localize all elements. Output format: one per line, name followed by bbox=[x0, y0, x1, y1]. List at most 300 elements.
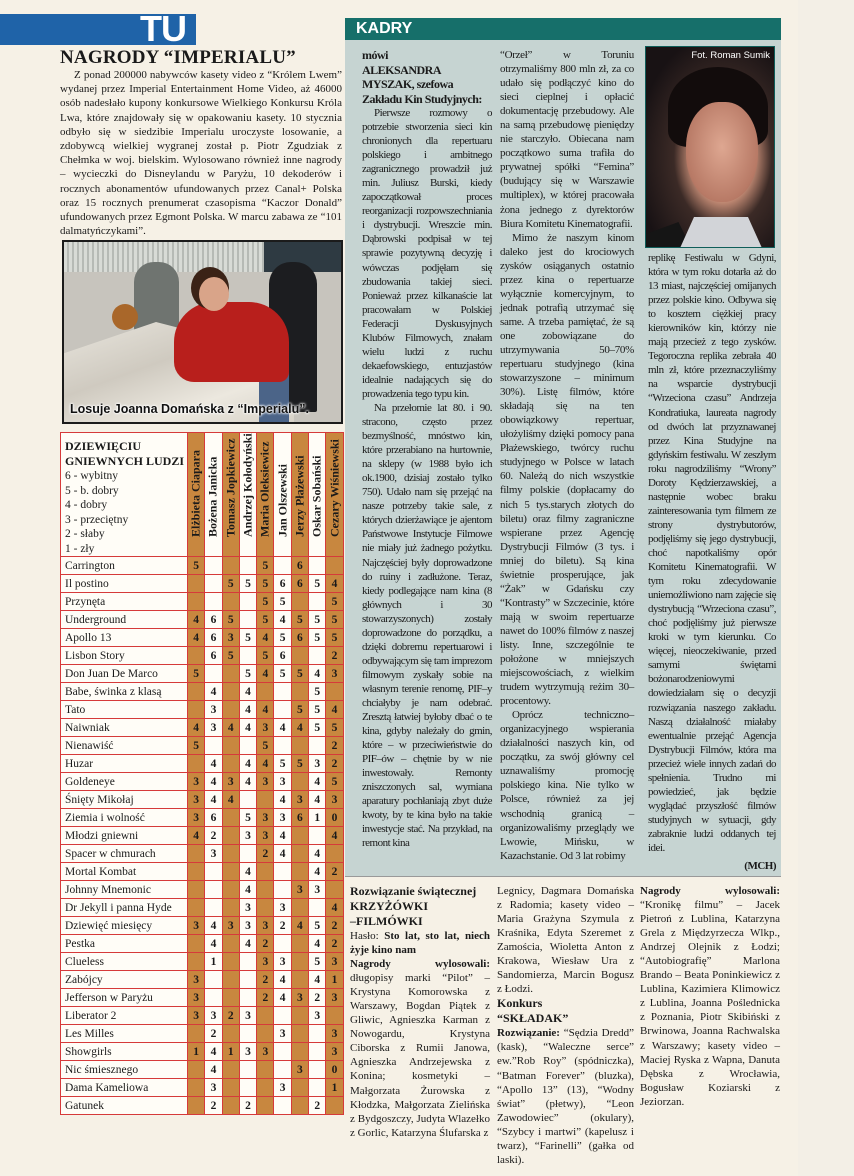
score-cell: 3 bbox=[239, 917, 256, 935]
contest-heading: “SKŁADAK” bbox=[497, 1011, 569, 1026]
film-title: Naiwniak bbox=[61, 719, 188, 737]
score-cell: 6 bbox=[291, 557, 308, 575]
intro-line: MYSZAK, szefowa bbox=[362, 77, 454, 91]
score-cell bbox=[222, 557, 239, 575]
score-cell bbox=[274, 863, 291, 881]
article-body: Z ponad 200000 nabywców kasety video z “Królem Lwem” wydanej przez Imperial Entertainment Home Video, aż 46000 osób nadesłało kupony konkursowe Wielkiego Konkursu Króla Lwa, które znajdowały się w opakowaniu kasety. 10 stycznia odbyło się w siedzibie Imperialu uroczyste losowanie, a zdobywcą wielkiej wygranej został p. Piotr Zgudziak z Chełmka w woj. bielskim. Wylosowano również inne nagrody – wycieczki do Disneylandu w Paryżu, 10 dekoderów i rocznych abonamentów ufundowanych przez Canal+ Polska oraz 15 rocznych prenumerat czasopisma “Kaczor Donald” ufundowanych przez Egmont Polska. W marcu zabawa ze “101 dalmatyńczykami”. bbox=[60, 69, 342, 238]
score-cell: 4 bbox=[205, 791, 222, 809]
score-cell: 5 bbox=[257, 647, 274, 665]
score-cell: 1 bbox=[205, 953, 222, 971]
score-cell: 5 bbox=[239, 575, 256, 593]
score-cell: 2 bbox=[205, 1097, 222, 1115]
score-cell bbox=[291, 971, 308, 989]
score-cell: 1 bbox=[309, 809, 326, 827]
score-cell bbox=[222, 737, 239, 755]
score-cell bbox=[222, 953, 239, 971]
table-row bbox=[61, 611, 344, 629]
table-row bbox=[61, 953, 344, 971]
scale-item: 3 - przeciętny bbox=[65, 513, 129, 526]
film-title: Dama Kameliowa bbox=[61, 1079, 188, 1097]
score-cell bbox=[205, 989, 222, 1007]
score-cell: 2 bbox=[309, 989, 326, 1007]
score-cell bbox=[309, 1043, 326, 1061]
intro-line: ALEKSANDRA bbox=[362, 62, 442, 77]
score-cell bbox=[222, 989, 239, 1007]
score-cell bbox=[222, 971, 239, 989]
film-title: Huzar bbox=[61, 755, 188, 773]
score-cell: 3 bbox=[291, 881, 308, 899]
score-cell bbox=[274, 1007, 291, 1025]
score-cell bbox=[257, 863, 274, 881]
score-cell: 5 bbox=[291, 665, 308, 683]
score-cell: 5 bbox=[188, 557, 205, 575]
paragraph: replikę Festiwalu w Gdyni, która w tym roku dotarła aż do 13 miast, najczęściej omijanych przez polskie kino. Odbywa się to kosztem ciężkiej pracy kierowników kin, którzy nie mają przecież z tego zysków. Tegoroczna replika zebrała 40 mln zł, które przeznaczyliśmy na wsparcie dystrybucji “Wrzeciona czasu” Andrzeja Kondratiuka, laureata nagrody od dwóch lat przyznawanej przez Kina Studyjne na gdyńskim festiwalu. W zeszłym roku nagrodziliśmy “Wrony” Doroty Kędzierzawskiej, a następnie wobec braku zainteresowania tym filmem ze strony dystrybutorów, podjęliśmy się jego dystrybucji, choć napotkaliśmy opór Komitetu Kinematografii. W tym roku zdecydowanie uniemożliwiono nam zajęcie się dystrybucją “Wrzeciona czasu”, choć podjęliśmy już pierwsze kroki w tym kierunku. Co więcej, nieoczekiwanie, przed samymi świętami bożonarodzeniowymi dowiedziałam się o decyzji rozwiązania naszego zakładu. Naszą działalność miałaby ewentualnie przejąć Agencja Dystrybucji Filmów, która ma przecież wiele innych zadań do spełnienia. Trudno mi powiedzieć, jak będzie wyglądać przyszłość filmów studyjnych w sytuacji, gdy zabraknie ludzi oddanych tej idei. bbox=[648, 252, 776, 854]
score-cell bbox=[222, 755, 239, 773]
score-cell: 4 bbox=[239, 719, 256, 737]
table-row bbox=[61, 575, 344, 593]
table-header-row bbox=[61, 433, 344, 557]
score-cell: 3 bbox=[326, 791, 343, 809]
score-cell: 1 bbox=[326, 971, 343, 989]
score-cell: 5 bbox=[222, 611, 239, 629]
score-cell: 4 bbox=[188, 719, 205, 737]
score-cell: 0 bbox=[326, 809, 343, 827]
score-cell bbox=[291, 899, 308, 917]
score-cell: 3 bbox=[274, 953, 291, 971]
scale-item: 6 - wybitny bbox=[65, 470, 119, 482]
score-cell: 3 bbox=[222, 917, 239, 935]
score-cell: 3 bbox=[257, 809, 274, 827]
score-cell: 4 bbox=[274, 971, 291, 989]
film-title: Zabójcy bbox=[61, 971, 188, 989]
score-cell bbox=[222, 863, 239, 881]
table-row bbox=[61, 845, 344, 863]
film-title: Przynęta bbox=[61, 593, 188, 611]
score-cell: 5 bbox=[188, 737, 205, 755]
score-cell: 4 bbox=[257, 665, 274, 683]
score-cell bbox=[291, 953, 308, 971]
score-cell: 3 bbox=[257, 719, 274, 737]
score-cell: 4 bbox=[309, 863, 326, 881]
score-cell: 5 bbox=[274, 629, 291, 647]
score-cell bbox=[205, 665, 222, 683]
score-cell: 3 bbox=[222, 773, 239, 791]
score-cell bbox=[291, 827, 308, 845]
score-cell: 2 bbox=[309, 1097, 326, 1115]
score-cell: 2 bbox=[326, 917, 343, 935]
table-row bbox=[61, 1043, 344, 1061]
table-row bbox=[61, 683, 344, 701]
critic-name: Andrzej Kołodyński bbox=[240, 433, 255, 537]
score-cell bbox=[257, 899, 274, 917]
score-cell: 4 bbox=[239, 683, 256, 701]
critic-name: Jerzy Płażewski bbox=[292, 455, 307, 537]
score-cell bbox=[222, 683, 239, 701]
critic-name: Cezary Wiśniewski bbox=[327, 439, 342, 537]
score-cell bbox=[222, 701, 239, 719]
score-cell: 6 bbox=[291, 809, 308, 827]
crossword-winners bbox=[350, 957, 490, 1140]
table-row bbox=[61, 647, 344, 665]
film-title: Goldeneye bbox=[61, 773, 188, 791]
table-row bbox=[61, 1079, 344, 1097]
score-cell bbox=[205, 971, 222, 989]
score-cell bbox=[239, 557, 256, 575]
score-cell bbox=[274, 683, 291, 701]
film-title: Gatunek bbox=[61, 1097, 188, 1115]
score-cell bbox=[309, 1079, 326, 1097]
score-cell: 4 bbox=[326, 899, 343, 917]
divider bbox=[345, 876, 781, 877]
critic-header bbox=[239, 433, 256, 557]
film-title: Pestka bbox=[61, 935, 188, 953]
score-cell: 5 bbox=[257, 557, 274, 575]
table-row bbox=[61, 773, 344, 791]
score-cell: 5 bbox=[309, 611, 326, 629]
film-title: Babe, świnka z klasą bbox=[61, 683, 188, 701]
score-cell bbox=[291, 683, 308, 701]
table-row bbox=[61, 809, 344, 827]
film-title: Apollo 13 bbox=[61, 629, 188, 647]
score-cell bbox=[222, 1025, 239, 1043]
score-cell: 4 bbox=[239, 755, 256, 773]
score-cell: 3 bbox=[326, 953, 343, 971]
table-row bbox=[61, 629, 344, 647]
score-cell: 4 bbox=[188, 611, 205, 629]
score-cell: 3 bbox=[274, 1025, 291, 1043]
winners-text-cont: Legnicy, Dagmara Domańska z Radomia; kasety video – Maria Grażyna Szymula z Kraśnika, Edyta Szeremet z Zamościa, Wioletta Anton z Krakowa, Wiesław Ura z Sandomierza, Marcin Bogusz z Łodzi. bbox=[497, 885, 634, 996]
score-cell bbox=[222, 593, 239, 611]
score-cell: 4 bbox=[205, 773, 222, 791]
score-cell: 3 bbox=[188, 917, 205, 935]
score-cell: 4 bbox=[326, 575, 343, 593]
film-title: Clueless bbox=[61, 953, 188, 971]
film-title: Nienawiść bbox=[61, 737, 188, 755]
contest-solution bbox=[497, 1026, 634, 1166]
score-cell bbox=[309, 647, 326, 665]
paragraph: Pierwsze rozmowy o potrzebie stworzenia sieci kin chronionych dla repertuaru polskiego i ambitnego zagranicznego prowadził już min. Juliusz Burski, kiedy zapoczątkował proces reorganizacji rozpowszechniania i dystrybucji. Wreszcie min. Dąbrowski podpisał w tej sprawie pozytywną decyzję i wówczas podjęłam się zbudowania takiej sieci. Ponieważ przez kilkanaście lat pracowałam w Polskiej Federacji Dyskusyjnych Klubów Filmowych, znałam wielu ludzi z ruchu dekaefowskiego, entuzjastów idealnie nadających się do prowadzenia tego typu kin. bbox=[362, 107, 492, 400]
score-cell: 3 bbox=[326, 1025, 343, 1043]
score-cell bbox=[222, 935, 239, 953]
score-cell: 6 bbox=[291, 629, 308, 647]
score-cell: 6 bbox=[205, 611, 222, 629]
score-cell: 4 bbox=[239, 935, 256, 953]
film-title: Nic śmiesznego bbox=[61, 1061, 188, 1079]
score-cell: 3 bbox=[291, 791, 308, 809]
score-cell bbox=[274, 1061, 291, 1079]
critic-header bbox=[309, 433, 326, 557]
score-cell bbox=[326, 1097, 343, 1115]
score-cell: 5 bbox=[326, 629, 343, 647]
scale-item: 4 - dobry bbox=[65, 499, 108, 511]
score-cell: 3 bbox=[205, 845, 222, 863]
score-cell bbox=[239, 989, 256, 1007]
table-row bbox=[61, 1007, 344, 1025]
intro-line: mówi bbox=[362, 48, 388, 62]
score-cell: 3 bbox=[274, 773, 291, 791]
score-cell bbox=[257, 1061, 274, 1079]
score-cell bbox=[222, 1061, 239, 1079]
score-cell bbox=[222, 1079, 239, 1097]
score-cell bbox=[188, 899, 205, 917]
score-cell: 6 bbox=[291, 575, 308, 593]
score-cell bbox=[326, 557, 343, 575]
film-title: Tato bbox=[61, 701, 188, 719]
score-cell: 3 bbox=[188, 989, 205, 1007]
winners-label: Nagrody wylosowali: bbox=[350, 958, 490, 971]
crossword-heading: KRZYŻÓWKI bbox=[350, 899, 429, 913]
film-title: Jefferson w Paryżu bbox=[61, 989, 188, 1007]
score-cell: 5 bbox=[222, 575, 239, 593]
paragraph: Na przełomie lat 80. i 90. stracono, często przez bezmyślność, mnóstwo kin, które przerabiano na hurtownie, na sklepy (w 1988 było ich ok.1900, dzisiaj zostało tylko 750). Udało nam się przejąć na nasze potrzeby takie sale, z których dzierżawiące je ajentom Państwowe Instytucje Filmowe nie miały już żadnego pożytku. Najczęściej były doprowadzone do ruiny i zadłużone. Teraz, kiedy podlegające nam kina (8 głównych i 30 stowarzyszonych) zostały doprowadzone do porządku, a dzięki dobremu repertuarowi i odbywającym się tam imprezom filmowym zyskały sobie na własnym terenie renomę, PIF–y chciałyby je nam odebrać. Zresztą łatwiej byłoby dbać o te kina, gdyby należały do gmin, które – w przeciwieństwie do PIF–ów – chętnie by w nie inwestowały. Remonty zniszczonych sal, wymiana aparatury pochłaniają zbyt duże kwoty, by te kina było na takie inwestycje stać. Na przykład, na remont kina bbox=[362, 401, 492, 850]
score-cell: 4 bbox=[239, 701, 256, 719]
score-cell bbox=[188, 935, 205, 953]
table-title: DZIEWIĘCIU GNIEWNYCH LUDZI bbox=[65, 439, 185, 468]
table-row bbox=[61, 881, 344, 899]
film-title: Liberator 2 bbox=[61, 1007, 188, 1025]
score-cell bbox=[257, 791, 274, 809]
score-cell: 6 bbox=[205, 809, 222, 827]
crossword-results bbox=[350, 884, 490, 1140]
score-cell bbox=[309, 1061, 326, 1079]
score-cell: 4 bbox=[326, 827, 343, 845]
score-cell bbox=[239, 593, 256, 611]
critic-header bbox=[188, 433, 205, 557]
score-cell: 3 bbox=[257, 953, 274, 971]
table-row bbox=[61, 791, 344, 809]
score-cell: 3 bbox=[239, 1007, 256, 1025]
score-cell: 4 bbox=[205, 935, 222, 953]
score-cell bbox=[291, 1079, 308, 1097]
score-cell: 1 bbox=[188, 1043, 205, 1061]
score-cell: 5 bbox=[326, 719, 343, 737]
score-cell: 3 bbox=[257, 1043, 274, 1061]
table-row bbox=[61, 935, 344, 953]
score-cell bbox=[309, 737, 326, 755]
score-cell: 5 bbox=[309, 953, 326, 971]
score-cell: 4 bbox=[309, 791, 326, 809]
score-cell bbox=[326, 845, 343, 863]
paragraph: Oprócz techniczno–organizacyjnego wspierania działalności naszych kin, od początku, za swój główny cel uznawaliśmy promocję polskiego kina. Nie tylko w Polsce, również za jej wschodnią granicą – organizowaliśmy przeglądy we Lwowie, Mińsku, w Kazachstanie. Od 3 lat robimy bbox=[500, 709, 634, 862]
score-cell: 4 bbox=[239, 773, 256, 791]
film-title: Underground bbox=[61, 611, 188, 629]
photo-caption: Losuje Joanna Domańska z “Imperialu”. bbox=[70, 402, 309, 416]
portrait-photo bbox=[645, 46, 775, 248]
critic-header bbox=[291, 433, 308, 557]
score-cell: 4 bbox=[205, 917, 222, 935]
score-cell: 4 bbox=[274, 719, 291, 737]
film-title: Johnny Mnemonic bbox=[61, 881, 188, 899]
score-cell: 5 bbox=[291, 755, 308, 773]
score-cell bbox=[188, 593, 205, 611]
score-cell bbox=[222, 1097, 239, 1115]
intro-line: Zakładu Kin Studyjnych: bbox=[362, 91, 482, 106]
score-cell: 5 bbox=[239, 809, 256, 827]
film-title: Carrington bbox=[61, 557, 188, 575]
score-cell: 5 bbox=[309, 719, 326, 737]
score-cell: 3 bbox=[188, 809, 205, 827]
author-signature: (MCH) bbox=[744, 860, 776, 873]
table-row bbox=[61, 1097, 344, 1115]
score-cell: 4 bbox=[239, 863, 256, 881]
score-cell bbox=[291, 1097, 308, 1115]
score-cell: 3 bbox=[239, 899, 256, 917]
score-cell: 4 bbox=[205, 1043, 222, 1061]
table-row bbox=[61, 899, 344, 917]
score-cell: 5 bbox=[239, 665, 256, 683]
section-header-tu bbox=[0, 8, 196, 49]
score-cell: 4 bbox=[188, 827, 205, 845]
score-cell: 3 bbox=[326, 1043, 343, 1061]
score-cell: 5 bbox=[257, 611, 274, 629]
score-cell bbox=[274, 881, 291, 899]
critic-header bbox=[205, 433, 222, 557]
film-title: Don Juan De Marco bbox=[61, 665, 188, 683]
score-cell: 3 bbox=[309, 755, 326, 773]
ratings-table bbox=[60, 432, 344, 1115]
contest-heading: Konkurs bbox=[497, 996, 543, 1011]
score-cell bbox=[239, 953, 256, 971]
score-cell: 2 bbox=[205, 827, 222, 845]
crossword-password bbox=[350, 929, 490, 957]
score-cell: 4 bbox=[309, 773, 326, 791]
film-title: Les Milles bbox=[61, 1025, 188, 1043]
score-cell: 4 bbox=[205, 755, 222, 773]
score-cell: 3 bbox=[326, 989, 343, 1007]
score-cell: 4 bbox=[309, 971, 326, 989]
score-cell: 5 bbox=[326, 773, 343, 791]
score-cell bbox=[291, 647, 308, 665]
interview-column-3 bbox=[648, 251, 776, 873]
score-cell bbox=[205, 881, 222, 899]
score-cell bbox=[239, 791, 256, 809]
table-row bbox=[61, 1025, 344, 1043]
score-cell: 5 bbox=[309, 629, 326, 647]
lottery-photo bbox=[62, 240, 343, 424]
film-title: Mortal Kombat bbox=[61, 863, 188, 881]
film-title: Spacer w chmurach bbox=[61, 845, 188, 863]
score-cell bbox=[239, 647, 256, 665]
score-cell: 4 bbox=[222, 791, 239, 809]
table-row bbox=[61, 701, 344, 719]
score-cell bbox=[239, 971, 256, 989]
solution-label: Rozwiązanie: bbox=[497, 1027, 560, 1040]
score-cell bbox=[257, 1025, 274, 1043]
score-cell bbox=[291, 1007, 308, 1025]
score-cell: 3 bbox=[222, 629, 239, 647]
scale-item: 1 - zły bbox=[65, 542, 95, 555]
score-cell: 5 bbox=[274, 755, 291, 773]
score-cell bbox=[188, 647, 205, 665]
score-cell: 5 bbox=[291, 701, 308, 719]
table-row bbox=[61, 665, 344, 683]
section-label: KADRY bbox=[356, 20, 413, 37]
score-cell: 3 bbox=[257, 773, 274, 791]
score-cell: 6 bbox=[205, 629, 222, 647]
critic-name: Jan Olszewski bbox=[275, 463, 290, 537]
score-cell: 3 bbox=[257, 917, 274, 935]
film-title: Il postino bbox=[61, 575, 188, 593]
score-cell: 5 bbox=[309, 917, 326, 935]
score-cell: 2 bbox=[257, 935, 274, 953]
score-cell: 3 bbox=[188, 773, 205, 791]
score-cell: 2 bbox=[239, 1097, 256, 1115]
score-cell: 3 bbox=[326, 665, 343, 683]
score-cell: 2 bbox=[274, 917, 291, 935]
score-cell bbox=[274, 701, 291, 719]
score-cell bbox=[239, 611, 256, 629]
score-cell bbox=[257, 1097, 274, 1115]
score-cell bbox=[188, 953, 205, 971]
score-cell: 2 bbox=[205, 1025, 222, 1043]
score-cell bbox=[188, 1025, 205, 1043]
score-cell bbox=[222, 881, 239, 899]
score-cell: 5 bbox=[274, 593, 291, 611]
score-cell: 4 bbox=[257, 755, 274, 773]
winners-text: długopisy marki “Pilot” – Krystyna Komorowska z Warszawy, Bogdan Piątek z Gliwic, Agnieszka Karman z Nowogardu, Krystyna Ciborska z Rumii Janowa, Agnieszka Andrzejewska z Konina; kosmetyki – Małgorzata Żurowska z Kłodzka, Małgorzata Zielińska z Bydgoszczy, Judyta Wlazełko z Gorlic, Katarzyna Ślufarska z bbox=[350, 972, 490, 1139]
film-title: Dr Jekyll i panna Hyde bbox=[61, 899, 188, 917]
film-title: Młodzi gniewni bbox=[61, 827, 188, 845]
solution-text: “Sędzia Dredd” (kask), “Waleczne serce” ew.”Rob Roy” (spódniczka), “Batman Forever” (bluzka), “Apollo 13” (13), “Wodny świat” (płetwy), “Leon Zawodowiec” (okulary), “Szybcy i martwi” (kapelusz i twarz), “Farinelli” (gałka od laski). bbox=[497, 1027, 635, 1166]
table-row bbox=[61, 827, 344, 845]
score-cell bbox=[326, 683, 343, 701]
score-cell: 0 bbox=[326, 1061, 343, 1079]
score-cell: 5 bbox=[188, 665, 205, 683]
score-cell: 1 bbox=[222, 1043, 239, 1061]
score-cell bbox=[257, 1079, 274, 1097]
score-cell bbox=[188, 701, 205, 719]
score-cell: 5 bbox=[222, 647, 239, 665]
score-cell: 4 bbox=[274, 791, 291, 809]
score-cell bbox=[239, 1025, 256, 1043]
film-title: Ziemia i wolność bbox=[61, 809, 188, 827]
contest-winners bbox=[640, 884, 780, 1109]
score-cell: 4 bbox=[309, 845, 326, 863]
score-cell: 4 bbox=[205, 683, 222, 701]
score-cell: 3 bbox=[309, 1007, 326, 1025]
score-cell bbox=[291, 845, 308, 863]
score-cell: 4 bbox=[274, 989, 291, 1007]
crossword-heading: –FILMÓWKI bbox=[350, 914, 423, 928]
score-cell bbox=[326, 881, 343, 899]
score-cell: 4 bbox=[274, 845, 291, 863]
score-cell: 3 bbox=[205, 1007, 222, 1025]
score-cell: 3 bbox=[188, 791, 205, 809]
score-cell: 2 bbox=[222, 1007, 239, 1025]
critic-name: Elżbieta Ciapara bbox=[188, 450, 203, 537]
scale-item: 5 - b. dobry bbox=[65, 484, 119, 497]
score-cell bbox=[309, 1025, 326, 1043]
score-cell bbox=[309, 827, 326, 845]
table-legend bbox=[61, 433, 188, 557]
score-cell: 5 bbox=[309, 683, 326, 701]
critic-header bbox=[274, 433, 291, 557]
score-cell: 4 bbox=[309, 935, 326, 953]
score-cell: 4 bbox=[291, 719, 308, 737]
score-cell bbox=[205, 593, 222, 611]
table-row bbox=[61, 737, 344, 755]
score-cell: 4 bbox=[274, 611, 291, 629]
crossword-heading: Rozwiązanie świątecznej bbox=[350, 884, 477, 898]
score-cell: 3 bbox=[274, 809, 291, 827]
photo-credit: Fot. Roman Sumik bbox=[691, 50, 770, 61]
score-cell: 5 bbox=[326, 593, 343, 611]
score-cell bbox=[326, 1007, 343, 1025]
score-cell bbox=[291, 737, 308, 755]
score-cell: 4 bbox=[188, 629, 205, 647]
score-cell bbox=[205, 575, 222, 593]
score-cell: 3 bbox=[188, 1007, 205, 1025]
